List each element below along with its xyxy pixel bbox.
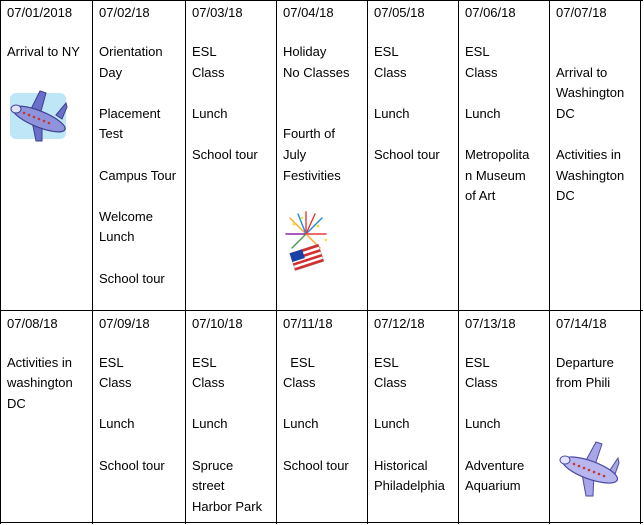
day-cell-0708 bbox=[0, 311, 92, 522]
activity-line bbox=[556, 124, 638, 145]
day-activities bbox=[99, 42, 183, 289]
table-border-bottom bbox=[0, 522, 643, 523]
day-cell-0710 bbox=[185, 311, 276, 522]
activity-line: DC bbox=[556, 188, 575, 204]
activity-line: from Phili bbox=[556, 375, 611, 391]
day-date: 07/04/18 bbox=[283, 5, 334, 20]
activity-line: ESL bbox=[283, 354, 315, 370]
activity-line bbox=[465, 394, 547, 415]
day-date: 07/06/18 bbox=[465, 5, 516, 20]
activity-line bbox=[374, 332, 456, 353]
activity-line: Metropolita bbox=[465, 146, 530, 162]
activity-line: Day bbox=[99, 64, 123, 80]
activity-line: Lunch bbox=[374, 105, 410, 121]
activity-line: Philadelphia bbox=[374, 478, 445, 494]
day-cell-0705 bbox=[367, 0, 458, 310]
activity-line: Welcome bbox=[99, 208, 153, 224]
activity-line: No Classes bbox=[283, 64, 350, 80]
activity-line: Washington bbox=[556, 85, 625, 101]
day-activities bbox=[374, 42, 456, 166]
day-cell-0702 bbox=[92, 0, 185, 310]
activity-line bbox=[7, 332, 90, 353]
activity-line: ESL bbox=[374, 44, 399, 59]
activity-line: ESL bbox=[465, 354, 490, 370]
activity-line: Fourth of bbox=[283, 126, 336, 142]
day-date: 07/12/18 bbox=[374, 316, 425, 331]
day-activities bbox=[7, 42, 90, 63]
activity-line bbox=[465, 435, 547, 456]
activity-line bbox=[465, 124, 547, 145]
activity-line bbox=[374, 83, 456, 104]
activity-line: Class bbox=[374, 64, 407, 80]
day-date: 07/07/18 bbox=[556, 5, 607, 20]
day-date: 07/01/2018 bbox=[7, 5, 73, 20]
day-date: 07/13/18 bbox=[465, 316, 516, 331]
activity-line: Class bbox=[374, 375, 407, 391]
activity-line: of Art bbox=[465, 188, 496, 204]
activity-line: Lunch bbox=[192, 416, 228, 432]
activity-line: ESL bbox=[192, 354, 217, 370]
day-activities bbox=[556, 332, 638, 394]
activity-line: School tour bbox=[374, 146, 440, 162]
day-date: 07/08/18 bbox=[7, 316, 58, 331]
activity-line bbox=[465, 332, 547, 353]
day-activities bbox=[192, 332, 274, 517]
activity-line: Arrival to NY bbox=[7, 44, 80, 59]
activity-line: Lunch bbox=[465, 416, 501, 432]
day-activities bbox=[7, 332, 90, 414]
activity-line: n Museum bbox=[465, 167, 526, 183]
table-border-right bbox=[640, 0, 641, 524]
activity-line: Campus Tour bbox=[99, 167, 177, 183]
activity-line bbox=[99, 435, 183, 456]
activity-line: Festivities bbox=[283, 167, 341, 183]
airplane-icon bbox=[6, 87, 68, 147]
activity-line: Aquarium bbox=[465, 478, 521, 494]
activity-line bbox=[374, 435, 456, 456]
day-activities bbox=[374, 332, 456, 497]
activity-line: Holiday bbox=[283, 44, 327, 59]
activity-line: DC bbox=[556, 105, 575, 121]
fireworks-icon bbox=[282, 208, 334, 274]
activity-line bbox=[192, 83, 274, 104]
activity-line bbox=[192, 435, 274, 456]
day-date: 07/10/18 bbox=[192, 316, 243, 331]
day-cell-0707 bbox=[549, 0, 640, 310]
activity-line: Historical bbox=[374, 457, 428, 473]
activity-line: ESL bbox=[192, 44, 217, 59]
activity-line: Class bbox=[192, 64, 225, 80]
activity-line bbox=[283, 435, 365, 456]
activity-line: July bbox=[283, 146, 307, 162]
day-activities bbox=[465, 42, 547, 207]
activity-line: street bbox=[192, 478, 225, 494]
activity-line: Washington bbox=[556, 167, 625, 183]
activity-line bbox=[556, 332, 638, 353]
day-cell-0701 bbox=[0, 0, 92, 310]
activity-line: Class bbox=[283, 375, 316, 391]
activity-line: ESL bbox=[99, 354, 124, 370]
activity-line: Lunch bbox=[99, 416, 135, 432]
activity-line bbox=[99, 145, 183, 166]
day-date: 07/11/18 bbox=[283, 316, 333, 331]
activity-line bbox=[99, 332, 183, 353]
activity-line bbox=[283, 83, 365, 104]
activity-line bbox=[99, 248, 183, 269]
day-cell-0709 bbox=[92, 311, 185, 522]
day-activities bbox=[99, 332, 183, 476]
day-cell-0712 bbox=[367, 311, 458, 522]
activity-line: Class bbox=[465, 64, 498, 80]
activity-line bbox=[556, 42, 638, 63]
day-date: 07/02/18 bbox=[99, 5, 150, 20]
activity-line: Activities in bbox=[7, 354, 73, 370]
activity-line: Lunch bbox=[283, 416, 319, 432]
activity-line: School tour bbox=[192, 146, 258, 162]
activity-line bbox=[99, 83, 183, 104]
day-activities bbox=[283, 332, 365, 476]
day-date: 07/09/18 bbox=[99, 316, 150, 331]
activity-line bbox=[374, 124, 456, 145]
activity-line: Lunch bbox=[99, 229, 135, 245]
day-date: 07/14/18 bbox=[556, 316, 607, 331]
activity-line: Class bbox=[465, 375, 498, 391]
activity-line bbox=[99, 394, 183, 415]
day-cell-0713 bbox=[458, 311, 549, 522]
activity-line: Activities in bbox=[556, 146, 622, 162]
activity-line bbox=[283, 332, 365, 353]
activity-line bbox=[374, 394, 456, 415]
activity-line: Class bbox=[192, 375, 225, 391]
activity-line: Class bbox=[99, 375, 132, 391]
activity-line: Test bbox=[99, 126, 123, 142]
activity-line bbox=[192, 332, 274, 353]
activity-line: DC bbox=[7, 395, 26, 411]
activity-line: Harbor Park bbox=[192, 498, 263, 514]
activity-line: ESL bbox=[465, 44, 490, 59]
day-activities bbox=[192, 42, 274, 166]
activity-line: School tour bbox=[283, 457, 349, 473]
activity-line bbox=[465, 83, 547, 104]
activity-line: Orientation bbox=[99, 44, 163, 59]
activity-line: Spruce bbox=[192, 457, 234, 473]
airplane-icon bbox=[556, 436, 620, 500]
activity-line: Lunch bbox=[465, 105, 501, 121]
activity-line: School tour bbox=[99, 270, 165, 286]
activity-line bbox=[283, 394, 365, 415]
activity-line: Arrival to bbox=[556, 64, 608, 80]
day-cell-0711 bbox=[276, 311, 367, 522]
day-activities bbox=[283, 42, 365, 186]
activity-line bbox=[99, 186, 183, 207]
activity-line bbox=[283, 104, 365, 125]
activity-line: Departure bbox=[556, 354, 614, 370]
day-cell-0706 bbox=[458, 0, 549, 310]
day-date: 07/05/18 bbox=[374, 5, 425, 20]
activity-line: Adventure bbox=[465, 457, 525, 473]
day-cell-0703 bbox=[185, 0, 276, 310]
activity-line bbox=[192, 124, 274, 145]
day-activities bbox=[465, 332, 547, 497]
activity-line: washington bbox=[7, 375, 73, 391]
activity-line: ESL bbox=[374, 354, 399, 370]
activity-line: School tour bbox=[99, 457, 165, 473]
activity-line: Placement bbox=[99, 105, 161, 121]
activity-line: Lunch bbox=[374, 416, 410, 432]
day-date: 07/03/18 bbox=[192, 5, 243, 20]
day-activities bbox=[556, 42, 638, 207]
activity-line: Lunch bbox=[192, 105, 228, 121]
activity-line bbox=[192, 394, 274, 415]
